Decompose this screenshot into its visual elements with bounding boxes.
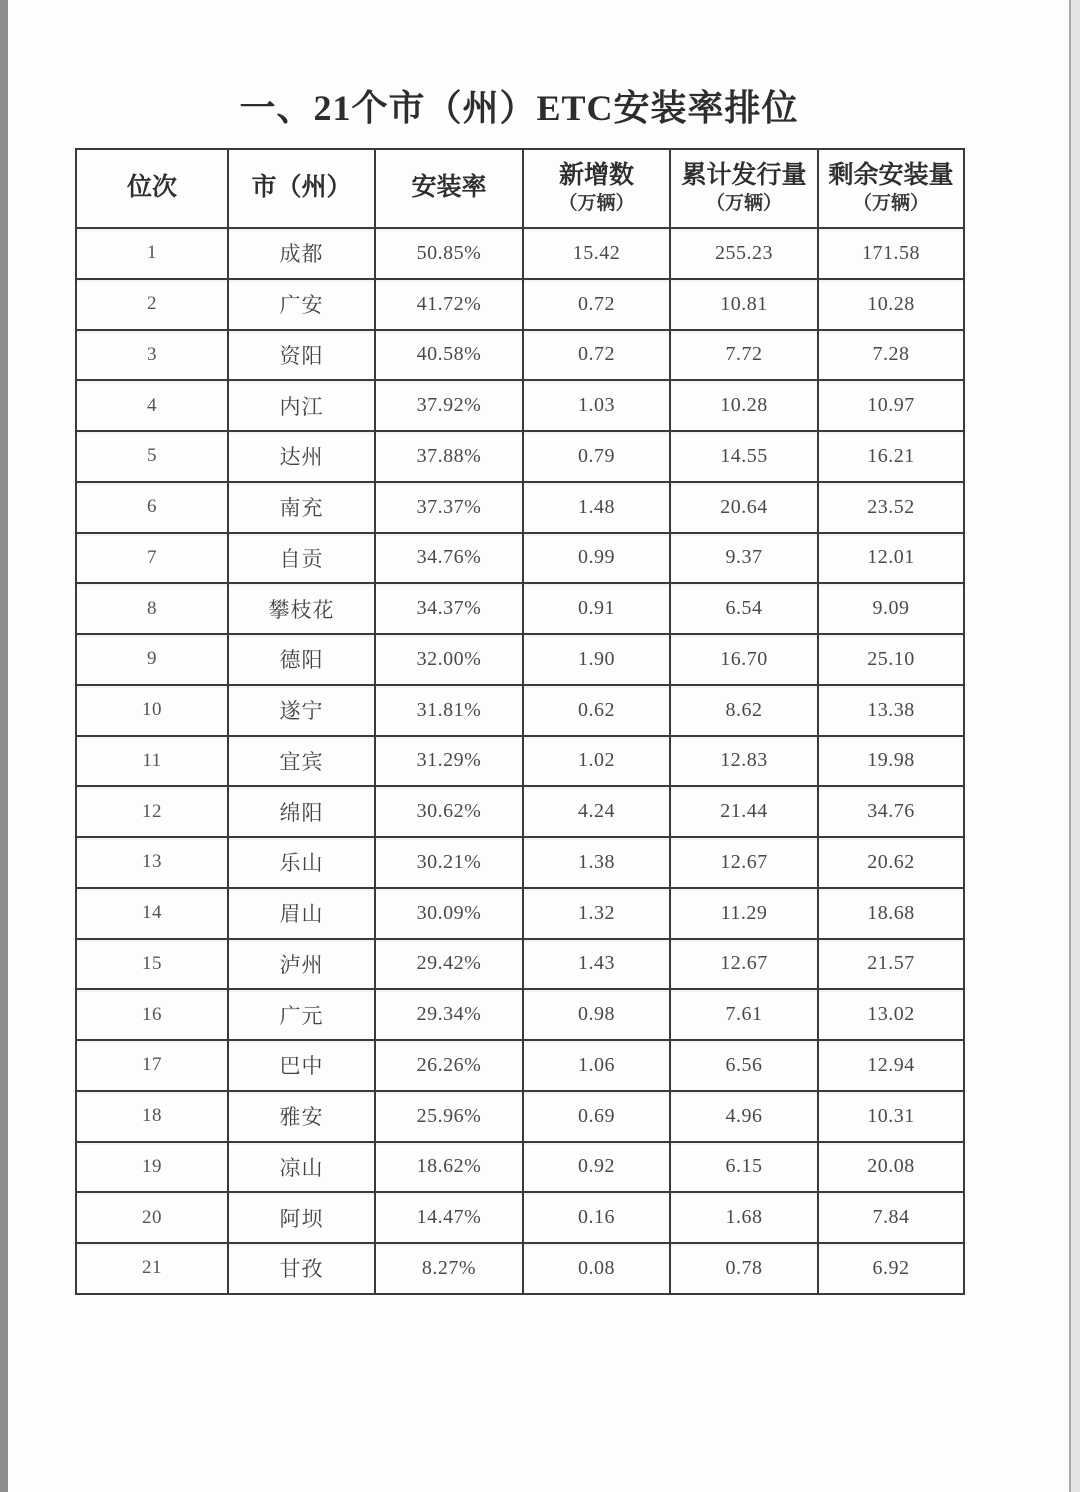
column-header-label: 累计发行量 — [681, 161, 807, 189]
cell-new-additions: 0.92 — [523, 1142, 670, 1193]
cell-install-rate: 34.37% — [375, 583, 523, 634]
cell-city: 遂宁 — [228, 685, 375, 736]
scan-edge-right — [1069, 0, 1080, 1492]
cell-cumulative-issuance: 7.61 — [670, 989, 818, 1040]
cell-rank: 3 — [76, 330, 228, 381]
cell-city: 凉山 — [228, 1142, 375, 1193]
table-row — [76, 330, 964, 381]
cell-install-rate: 25.96% — [375, 1091, 523, 1142]
cell-rank: 15 — [76, 939, 228, 990]
cell-remaining-installs: 6.92 — [818, 1243, 964, 1294]
cell-remaining-installs: 12.01 — [818, 533, 964, 584]
cell-install-rate: 37.37% — [375, 482, 523, 533]
cell-remaining-installs: 171.58 — [818, 228, 964, 279]
cell-new-additions: 0.72 — [523, 279, 670, 330]
column-header-rank — [76, 149, 228, 228]
cell-new-additions: 15.42 — [523, 228, 670, 279]
cell-cumulative-issuance: 10.28 — [670, 380, 818, 431]
cell-rank: 14 — [76, 888, 228, 939]
cell-remaining-installs: 13.02 — [818, 989, 964, 1040]
table-row — [76, 1040, 964, 1091]
cell-new-additions: 0.62 — [523, 685, 670, 736]
cell-cumulative-issuance: 6.15 — [670, 1142, 818, 1193]
cell-rank: 21 — [76, 1243, 228, 1294]
cell-rank: 2 — [76, 279, 228, 330]
table-row — [76, 533, 964, 584]
cell-new-additions: 1.38 — [523, 837, 670, 888]
cell-rank: 17 — [76, 1040, 228, 1091]
cell-city: 德阳 — [228, 634, 375, 685]
cell-cumulative-issuance: 20.64 — [670, 482, 818, 533]
cell-install-rate: 32.00% — [375, 634, 523, 685]
cell-install-rate: 26.26% — [375, 1040, 523, 1091]
table-row — [76, 634, 964, 685]
cell-rank: 6 — [76, 482, 228, 533]
cell-rank: 12 — [76, 786, 228, 837]
cell-cumulative-issuance: 6.56 — [670, 1040, 818, 1091]
cell-install-rate: 40.58% — [375, 330, 523, 381]
cell-remaining-installs: 20.08 — [818, 1142, 964, 1193]
cell-remaining-installs: 13.38 — [818, 685, 964, 736]
table-row — [76, 989, 964, 1040]
cell-new-additions: 0.08 — [523, 1243, 670, 1294]
scan-edge-left — [0, 0, 8, 1492]
cell-new-additions: 1.48 — [523, 482, 670, 533]
cell-city: 自贡 — [228, 533, 375, 584]
table-row — [76, 1091, 964, 1142]
column-header-label: 位次 — [126, 174, 177, 202]
cell-rank: 8 — [76, 583, 228, 634]
cell-city: 泸州 — [228, 939, 375, 990]
table-row — [76, 380, 964, 431]
cell-cumulative-issuance: 12.67 — [670, 939, 818, 990]
cell-city: 甘孜 — [228, 1243, 375, 1294]
table-row — [76, 939, 964, 990]
column-header-remaining_installs — [818, 149, 964, 228]
column-header-install_rate — [375, 149, 523, 228]
cell-remaining-installs: 34.76 — [818, 786, 964, 837]
table-row — [76, 431, 964, 482]
table-row — [76, 736, 964, 787]
cell-new-additions: 4.24 — [523, 786, 670, 837]
cell-new-additions: 0.99 — [523, 533, 670, 584]
cell-new-additions: 0.79 — [523, 431, 670, 482]
cell-remaining-installs: 16.21 — [818, 431, 964, 482]
column-header-city — [228, 149, 375, 228]
cell-cumulative-issuance: 7.72 — [670, 330, 818, 381]
column-header-label: 市（州） — [251, 174, 352, 202]
table-header-row — [76, 149, 964, 228]
cell-rank: 1 — [76, 228, 228, 279]
cell-install-rate: 18.62% — [375, 1142, 523, 1193]
cell-install-rate: 30.09% — [375, 888, 523, 939]
table-row — [76, 888, 964, 939]
cell-remaining-installs: 18.68 — [818, 888, 964, 939]
ranking-table — [75, 148, 965, 1295]
table-row — [76, 482, 964, 533]
cell-install-rate: 30.21% — [375, 837, 523, 888]
cell-rank: 9 — [76, 634, 228, 685]
cell-remaining-installs: 10.28 — [818, 279, 964, 330]
cell-rank: 11 — [76, 736, 228, 787]
cell-new-additions: 1.90 — [523, 634, 670, 685]
cell-remaining-installs: 25.10 — [818, 634, 964, 685]
cell-remaining-installs: 7.84 — [818, 1192, 964, 1243]
cell-city: 达州 — [228, 431, 375, 482]
cell-cumulative-issuance: 21.44 — [670, 786, 818, 837]
cell-install-rate: 50.85% — [375, 228, 523, 279]
cell-city: 南充 — [228, 482, 375, 533]
table-row — [76, 583, 964, 634]
cell-city: 资阳 — [228, 330, 375, 381]
cell-install-rate: 31.81% — [375, 685, 523, 736]
table-row — [76, 786, 964, 837]
cell-new-additions: 0.91 — [523, 583, 670, 634]
page-title: 一、21个市（州）ETC安装率排位 — [239, 88, 799, 128]
cell-new-additions: 0.16 — [523, 1192, 670, 1243]
cell-new-additions: 0.98 — [523, 989, 670, 1040]
cell-cumulative-issuance: 10.81 — [670, 279, 818, 330]
table-row — [76, 1243, 964, 1294]
cell-new-additions: 1.32 — [523, 888, 670, 939]
cell-remaining-installs: 10.31 — [818, 1091, 964, 1142]
cell-cumulative-issuance: 1.68 — [670, 1192, 818, 1243]
cell-install-rate: 41.72% — [375, 279, 523, 330]
cell-new-additions: 0.72 — [523, 330, 670, 381]
cell-install-rate: 30.62% — [375, 786, 523, 837]
column-header-label: 剩余安装量 — [828, 161, 954, 189]
cell-new-additions: 1.43 — [523, 939, 670, 990]
cell-install-rate: 34.76% — [375, 533, 523, 584]
cell-new-additions: 0.69 — [523, 1091, 670, 1142]
cell-install-rate: 37.88% — [375, 431, 523, 482]
column-header-unit: （万辆） — [852, 193, 929, 215]
cell-new-additions: 1.06 — [523, 1040, 670, 1091]
cell-install-rate: 29.42% — [375, 939, 523, 990]
cell-remaining-installs: 23.52 — [818, 482, 964, 533]
cell-install-rate: 31.29% — [375, 736, 523, 787]
table-row — [76, 228, 964, 279]
cell-install-rate: 29.34% — [375, 989, 523, 1040]
column-header-cumulative_issuance — [670, 149, 818, 228]
cell-remaining-installs: 20.62 — [818, 837, 964, 888]
cell-remaining-installs: 21.57 — [818, 939, 964, 990]
cell-install-rate: 8.27% — [375, 1243, 523, 1294]
table-row — [76, 837, 964, 888]
cell-rank: 20 — [76, 1192, 228, 1243]
cell-cumulative-issuance: 6.54 — [670, 583, 818, 634]
cell-remaining-installs: 9.09 — [818, 583, 964, 634]
cell-city: 乐山 — [228, 837, 375, 888]
cell-rank: 18 — [76, 1091, 228, 1142]
cell-city: 攀枝花 — [228, 583, 375, 634]
cell-city: 巴中 — [228, 1040, 375, 1091]
cell-city: 宜宾 — [228, 736, 375, 787]
cell-cumulative-issuance: 8.62 — [670, 685, 818, 736]
cell-remaining-installs: 10.97 — [818, 380, 964, 431]
cell-rank: 5 — [76, 431, 228, 482]
table-header — [76, 149, 964, 228]
cell-new-additions: 1.02 — [523, 736, 670, 787]
cell-city: 广安 — [228, 279, 375, 330]
table-row — [76, 685, 964, 736]
column-header-label: 新增数 — [558, 161, 634, 189]
column-header-unit: （万辆） — [705, 193, 782, 215]
cell-cumulative-issuance: 9.37 — [670, 533, 818, 584]
cell-rank: 19 — [76, 1142, 228, 1193]
cell-remaining-installs: 12.94 — [818, 1040, 964, 1091]
cell-cumulative-issuance: 16.70 — [670, 634, 818, 685]
cell-cumulative-issuance: 14.55 — [670, 431, 818, 482]
cell-rank: 4 — [76, 380, 228, 431]
cell-city: 雅安 — [228, 1091, 375, 1142]
cell-cumulative-issuance: 11.29 — [670, 888, 818, 939]
cell-rank: 13 — [76, 837, 228, 888]
cell-new-additions: 1.03 — [523, 380, 670, 431]
cell-city: 广元 — [228, 989, 375, 1040]
cell-remaining-installs: 19.98 — [818, 736, 964, 787]
column-header-unit: （万辆） — [558, 193, 635, 215]
cell-install-rate: 14.47% — [375, 1192, 523, 1243]
column-header-label: 安装率 — [411, 174, 487, 202]
column-header-new_additions — [523, 149, 670, 228]
cell-rank: 16 — [76, 989, 228, 1040]
cell-cumulative-issuance: 12.67 — [670, 837, 818, 888]
cell-city: 绵阳 — [228, 786, 375, 837]
cell-cumulative-issuance: 255.23 — [670, 228, 818, 279]
cell-remaining-installs: 7.28 — [818, 330, 964, 381]
cell-city: 内江 — [228, 380, 375, 431]
cell-city: 成都 — [228, 228, 375, 279]
table-row — [76, 279, 964, 330]
cell-cumulative-issuance: 0.78 — [670, 1243, 818, 1294]
cell-install-rate: 37.92% — [375, 380, 523, 431]
cell-rank: 10 — [76, 685, 228, 736]
cell-city: 眉山 — [228, 888, 375, 939]
table-row — [76, 1192, 964, 1243]
table-body — [76, 228, 964, 1294]
cell-cumulative-issuance: 12.83 — [670, 736, 818, 787]
cell-rank: 7 — [76, 533, 228, 584]
cell-cumulative-issuance: 4.96 — [670, 1091, 818, 1142]
cell-city: 阿坝 — [228, 1192, 375, 1243]
table-row — [76, 1142, 964, 1193]
